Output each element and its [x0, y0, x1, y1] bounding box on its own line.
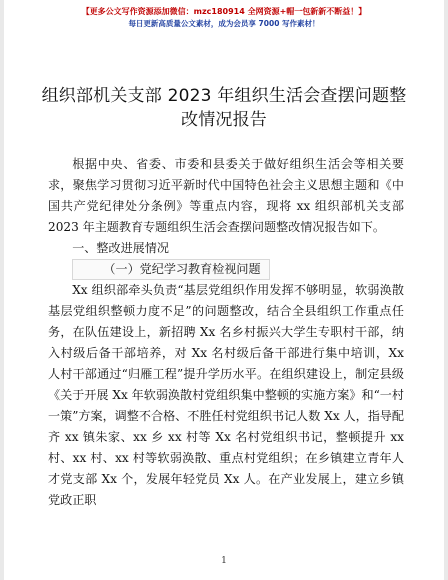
promo-banner-line2: 每日更新高质量公文素材，成为会员享 7000 写作素材！ — [128, 19, 320, 28]
intro-paragraph: 根据中央、省委、市委和县委关于做好组织生活会等相关要求，聚焦学习贯彻习近平新时代中国特色社会主义思想主题和《中国共产党纪律处分条例》等重点内容，现将 xx 组织部机关支部 2023 年主题教育专题组织生活会查摆问题整改情况报告如下。 — [48, 157, 404, 234]
promo-banner-line1: 【更多公文写作资源添加微信：mzc180914 全网资源+帽一包新新不断益！】 — [81, 7, 367, 16]
subsection-heading — [48, 259, 404, 280]
document-title: 组织部机关支部 2023 年组织生活会查摆问题整改情况报告 — [41, 86, 407, 130]
page-number: 1 — [221, 556, 227, 566]
body-paragraph: Xx 组织部牵头负责“基层党组织作用发挥不够明显，软弱涣散基层党组织整顿力度不足”的问题整改，结合全县组织工作重点任务，在队伍建设上，新招聘 Xx 名乡村振兴大学生专职村干部，纳入村级后备干部培养，对 Xx 名村级后备干部进行集中培训，Xx 人村干部通过“归雁工程”提升学历水平。在组织建设上，制定县级《关于开展 Xx 年软弱涣散村党组织集中整顿的实施方案》和“一村一策”方案，调整不合格、不胜任村党组织书记人数 Xx 人，指导配齐 xx 镇朱家、xx 乡 xx 村等 Xx 名村党组织书记，整顿提升 xx 村、xx 村、xx 村等软弱涣散、重点村党组织；在乡镇建立青年人才党支部 Xx 个，发展年轻党员 Xx 人。在产业发展上，建立乡镇党政正职 — [48, 283, 404, 507]
section-heading: 一、整改进展情况 — [72, 241, 169, 255]
subsection-heading-label: （一）党纪学习教育检视问题 — [72, 259, 269, 280]
document-page — [4, 0, 444, 580]
